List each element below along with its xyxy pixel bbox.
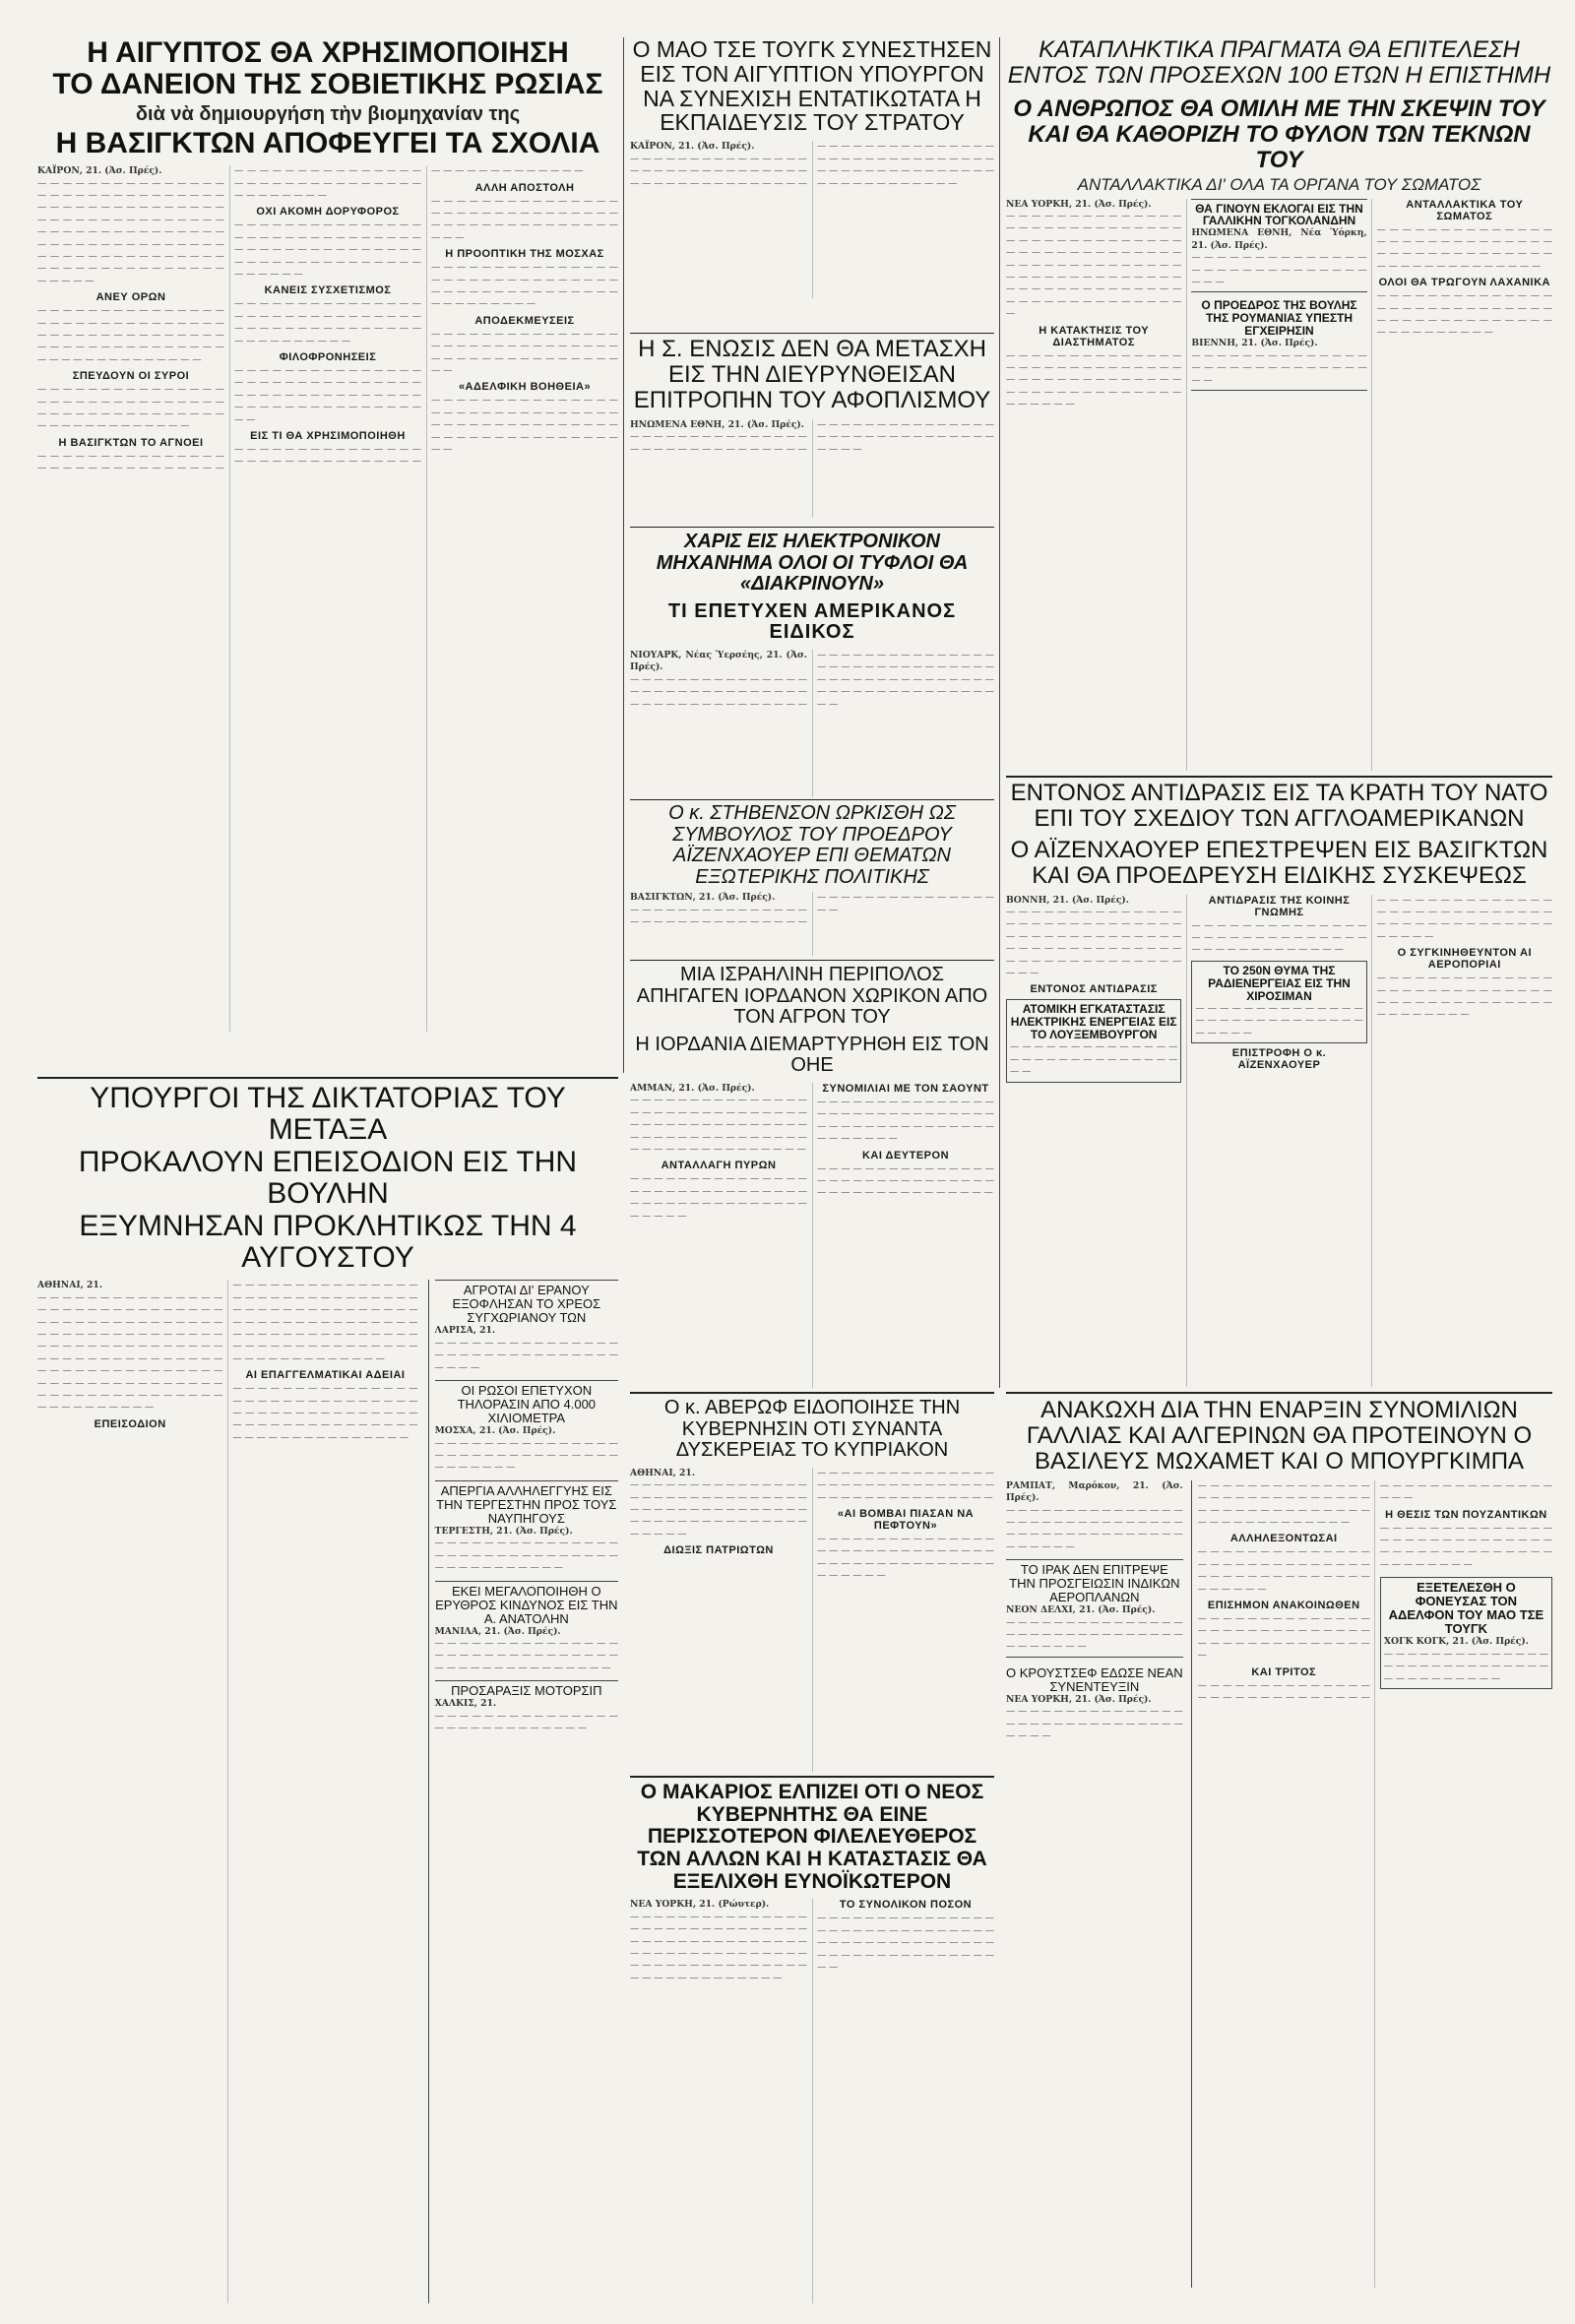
subhead: ΑΝΕΥ ΟΡΩΝ [95, 291, 166, 304]
body-text: — — — — — — — — — — — — — — — — — — — — — — — — — — — — — — [1191, 349, 1367, 386]
subhead: Η ΘΕΣΙΣ ΤΩΝ ΠΟΥΖΑΝΤΙΚΩΝ [1385, 1508, 1547, 1521]
dateline: ΜΑΝΙΛΑ, 21. (Ἀσ. Πρές). [434, 1625, 561, 1637]
headline: ΠΡΟΣΑΡΑΞΙΣ ΜΟΤΟΡΣΙΠ [451, 1683, 602, 1699]
headline: ΚΑΤΑΠΛΗΚΤΙΚΑ ΠΡΑΓΜΑΤΑ ΘΑ ΕΠΙΤΕΛΕΣΗ ΕΝΤΟΣ ΤΩΝ ΠΡΟΣΕΧΩΝ 100 ΕΤΩΝ Η ΕΠΙΣΤΗΜΗ [1007, 37, 1551, 89]
body-text: — — — — — — — — — — — — — — — — — — — — — — — — — — — — — — — — — — — — — [1006, 1616, 1183, 1653]
headline: Η ΑΙΓΥΠΤΟΣ ΘΑ ΧΡΗΣΙΜΟΠΟΙΗΣΗ [87, 37, 569, 69]
dateline: ΤΕΡΓΕΣΤΗ, 21. (Ἀσ. Πρές). [434, 1525, 573, 1537]
dateline: ΧΟΓΚ ΚΟΓΚ, 21. (Ἀσ. Πρές). [1383, 1636, 1529, 1648]
body-columns [630, 419, 994, 518]
subhead: ΤΟ ΣΥΝΟΛΙΚΟΝ ΠΟΣΟΝ [839, 1899, 973, 1912]
article-stevenson [630, 803, 994, 956]
headline: Η ΒΑΣΙΓΚΤΩΝ ΑΠΟΦΕΥΓΕΙ ΤΑ ΣΧΟΛΙΑ [55, 126, 600, 159]
headline: ΕΝΤΟΝΟΣ ΑΝΤΙΔΡΑΣΙΣ ΕΙΣ ΤΑ ΚΡΑΤΗ ΤΟΥ ΝΑΤΟ ΕΠΙ ΤΟΥ ΣΧΕΔΙΟΥ ΤΩΝ ΑΓΓΛΟΑΜΕΡΙΚΑΝΩΝ [1010, 781, 1548, 832]
body-text: — — — — — — — — — — — — — — — — — — — — — — — — — — — — — — — — — — — — — — — — — — — — — [817, 1467, 994, 1503]
article-metaxas [37, 1083, 618, 2303]
body-text: — — — — — — — — — — — — — — — — — — — — — — — — — — — — — — — — — — — — — — — — — — — — — — — — — — — — — — — — — — — — — — — — — [630, 1479, 807, 1539]
body-columns [630, 892, 994, 956]
brief-item [435, 1280, 618, 1374]
dateline: ΛΑΡΙΣΑ, 21. [434, 1325, 496, 1337]
body-text: — — — — — — — — — — — — — — — — — — — — — — — — — — — — — — — — — — — — — — — — — — — — — — — — — — [1379, 1522, 1552, 1570]
body-text: — — — — — — — — — — — — — — — — — — — — — — — — — — — — — — — [1191, 252, 1367, 288]
brief-item [435, 1581, 618, 1675]
divider [1006, 776, 1552, 778]
body-text: — — — — — — — — — — — — — — — — — — — — — — — — — — — — — — — — — — — — — — — — — — — — — — — — — — — — — — — [1197, 1479, 1370, 1528]
dateline: ΝΕΑ ΥΟΡΚΗ, 21. (Ἀσ. Πρές). [1006, 1693, 1152, 1705]
headline: ΧΑΡΙΣ ΕΙΣ ΗΛΕΚΤΡΟΝΙΚΟΝ ΜΗΧΑΝΗΜΑ ΟΛΟΙ ΟΙ ΤΥΦΛΟΙ ΘΑ «ΔΙΑΚΡΙΝΟΥΝ» [656, 532, 969, 596]
divider [630, 527, 994, 528]
body-columns [630, 1899, 994, 2303]
dateline: ΜΟΣΧΑ, 21. (Ἀσ. Πρές). [434, 1425, 556, 1437]
subhead: ΑΝΤΑΛΛΑΚΤΙΚΑ ΤΟΥ ΣΩΜΑΤΟΣ [1406, 198, 1524, 222]
body-text: — — — — — — — — — — — — — — — — — — — — — — — — — — — — — — [1010, 1041, 1178, 1078]
body-text: — — — — — — — — — — — — — — — — — — — — — — — — — — — — — — — — — — — — — — — — — — — — — — — — — — — — — — [431, 262, 618, 310]
body-text: — — — — — — — — — — — — — — — — — — — — — — — — — — — — — — — — — — — — — — — — — — — — — [1197, 1479, 1552, 1703]
body-text: — — — — — — — — — — — — — — — — — — — — — — — — — — — — — — — — — — — — — — — — — — — — — — — — — — — — — — — — — — — — — — — — — — — — — — — — — — — — — — — — — — — — — — — — — — — — — — — — — — — — — — — — — — — — — — — — — — — — — — — — — — — — — — — — — — — — — — — — — — — — — — — — — [37, 1291, 223, 1413]
dateline: ΑΘΗΝΑΙ, 21. [630, 1467, 696, 1478]
divider [630, 1776, 994, 1778]
headline: ΥΠΟΥΡΓΟΙ ΤΗΣ ΔΙΚΤΑΤΟΡΙΑΣ ΤΟΥ ΜΕΤΑΞΑ [90, 1083, 566, 1147]
bottom-right-layout [1006, 1480, 1552, 2288]
headline: Ο ΚΡΟΥΣΤΣΕΦ ΕΔΩΣΕ ΝΕΑΝ ΣΥΝΕΝΤΕΥΞΙΝ [1006, 1664, 1183, 1694]
subhead: ΚΑΙ ΤΡΙΤΟΣ [1251, 1665, 1317, 1678]
subhead: ΕΠΕΙΣΟΔΙΟΝ [94, 1417, 166, 1430]
body-text: — — — — — — — — — — — — — — — — — — — — — — — — — — — — — — — — — — — — — — — — — — — — — — — [630, 892, 994, 928]
subhead: ΑΛΛΗ ΑΠΟΣΤΟΛΗ [474, 181, 575, 194]
box-atomic [1006, 999, 1181, 1082]
body-columns [1191, 1480, 1552, 2288]
article-egypt-soviet-loan [37, 37, 618, 1073]
body-text: — — — — — — — — — — — — — — — — — — — — — — — — — — — — — — — — — — — — — — — — — [434, 1538, 618, 1574]
body-text: — — — — — — — — — — — — — — — — — — — — — — — — — — — — — — — — — — — — — — — — — — — — — — — — — — — — — — — — [1376, 223, 1552, 272]
column-rule [999, 37, 1000, 1388]
subhead: ΕΠΙΣΤΡΟΦΗ Ο κ. ΑΪΖΕΝΧΑΟΥΕΡ [1231, 1046, 1327, 1071]
dateline: ΝΕΟΝ ΔΕΛΧΙ, 21. (Ἀσ. Πρές). [1006, 1604, 1156, 1616]
body-text: — — — — — — — — — — — — — — — — — — — — — — — — — — — — — — — — — — — — — — — — — — — — — — — — — — — — — — — — — — — — — — [431, 395, 618, 456]
subhead: ΔΙΩΞΙΣ ΠΑΤΡΙΩΤΩΝ [663, 1544, 774, 1557]
subhead: ΑΠΟΔΕΚΜΕΥΣΕΙΣ [474, 314, 575, 327]
headline: ΑΤΟΜΙΚΗ ΕΓΚΑΤΑΣΤΑΣΙΣ ΗΛΕΚΤΡΙΚΗΣ ΕΝΕΡΓΕΙΑΣ ΕΙΣ ΤΟ ΛΟΥΞΕΜΒΟΥΡΓΟΝ [1010, 1002, 1177, 1042]
brief-item [435, 1480, 618, 1575]
dateline: ΝΕΑ ΥΟΡΚΗ, 21. (Ρώυτερ). [630, 1899, 770, 1911]
headline: Ο ΠΡΟΕΔΡΟΣ ΤΗΣ ΒΟΥΛΗΣ ΤΗΣ ΡΟΥΜΑΝΙΑΣ ΥΠΕΣΤΗ ΕΓΧΕΙΡΗΣΙΝ [1201, 298, 1357, 339]
body-text: — — — — — — — — — — — — — — — — — — — — — — — — — — — — — — — — — — — — — — — — — — — — — — — — — — — — — — — — — — — — — — — — — — [234, 220, 421, 281]
subhead: Η ΙΟΡΔΑΝΙΑ ΔΙΕΜΑΡΤΥΡΗΘΗ ΕΙΣ ΤΟΝ ΟΗΕ [635, 1033, 989, 1077]
deck: διὰ νὰ δημιουργήση τὴν βιομηχανίαν της [135, 102, 521, 125]
body-text: — — — — — — — — — — — — — — — — — — — — — — — — — — — — — — — — — — — — — — — — — — — — — — — — — — — — — — — — — — — — — — — — — — — — — — — — — — — — — — — — — — — — — — — — — — — — — — — — — — — — — — [630, 141, 994, 189]
divider [37, 1077, 618, 1079]
headline: Ο ΜΑΟ ΤΣΕ ΤΟΥΓΚ ΣΥΝΕΣΤΗΣΕΝ ΕΙΣ ΤΟΝ ΑΙΓΥΠΤΙΟΝ ΥΠΟΥΡΓΟΝ ΝΑ ΣΥΝΕΧΙΣΗ ΕΝΤΑΤΙΚΩΤΑΤΑ Η ΕΚΠΑΙΔΕΥΣΙΣ ΤΟΥ ΣΤΡΑΤΟΥ [632, 37, 992, 136]
article-blind-machine [630, 532, 994, 797]
subhead: ΑΝΤΑΛΛΑΓΗ ΠΥΡΩΝ [661, 1160, 777, 1172]
headline: ΤΟ 250Ν ΘΥΜΑ ΤΗΣ ΡΑΔΙΕΝΕΡΓΕΙΑΣ ΕΙΣ ΤΗΝ ΧΙΡΟΣΙΜΑΝ [1208, 963, 1351, 1003]
body-text: — — — — — — — — — — — — — — — — — — — — — — — — — — — — — — — — — — — — — — — — — — — — — — — — — — — — — — — — — — — — — — — — — — — — — — — — — [1006, 907, 1182, 979]
deck: ΑΝΤΑΛΛΑΚΤΙΚΑ ΔΙ' ΟΛΑ ΤΑ ΟΡΓΑΝΑ ΤΟΥ ΣΩΜΑΤΟΣ [1077, 174, 1481, 194]
body-text: — — — — — — — — — — — — — — — — — — — — — — — — — — — — — — — — — — — — — — — — — — — — — — — — — — — — — — — [234, 298, 421, 346]
brief-item [435, 1380, 618, 1475]
box-elections [1191, 199, 1366, 293]
body-text: — — — — — — — — — — — — — — — — — — — — — — — — — — — — — — — — — — — — — — — — — — — — — — — — — — — — — — — — — — — — — — — — — — — — — — — — — — — — — — — — — — — — — — — — — — — — — — — — — — — — — — — — — — — [630, 649, 994, 710]
body-text: — — — — — — — — — — — — — — — — — — — — — — — — — — — — — — — — — — — — — — — — — — — — — — — — [431, 195, 618, 243]
dateline: ΗΝΩΜΕΝΑ ΕΘΝΗ, 21. (Ἀσ. Πρές). [630, 418, 804, 430]
article-averof [630, 1398, 994, 1772]
body-text: — — — — — — — — — — — — — — — — — — — — — — — — — — — — — — — — — — — — — — — — — — — — — — — — — — — — — — — — — — — — — — [234, 365, 421, 425]
headline: ΟΙ ΡΩΣΟΙ ΕΠΕΤΥΧΟΝ ΤΗΛΟΡΑΣΙΝ ΑΠΟ 4.000 ΧΙΛΙΟΜΕΤΡΑ [457, 1383, 597, 1426]
subhead: Η ΒΑΣΙΓΚΤΩΝ ΤΟ ΑΓΝΟΕΙ [58, 436, 204, 449]
box-hiroshima [1191, 961, 1366, 1043]
box-iraq [1006, 1559, 1183, 1658]
body-text: — — — — — — — — — — — — — — — — — — — — — — — — — — — — — — — — — — — — — — — — — — — — — [817, 1162, 994, 1199]
body-text: — — — — — — — — — — — — — — — — — — — — — — — — — — — — — — — — — — — — — — — — — — — [234, 165, 584, 468]
side-column [1006, 1480, 1183, 2288]
bottom-left-layout [37, 1280, 618, 2303]
dateline: ΝΕΑ ΥΟΡΚΗ, 21. (Ἀσ. Πρές). [1006, 198, 1152, 210]
body-text: — — — — — — — — — — — — — — — — — — — — — — — — — — — — — — — — — — — — — — — — — — — — — — — — — — — — — — — — — — — — — — [817, 1913, 994, 1973]
body-text: — — — — — — — — — — — — — — — — — — — — — — — — — — — — — — — — — — — — — — — — — — — — — — — — — — — — — — — — — — — — — — — — — — — — [37, 165, 421, 474]
subhead: Ο ΣΥΓΚΙΝΗΘΕΥΝΤΟΝ ΑΙ ΑΕΡΟΠΟΡΙΑΙ [1397, 947, 1533, 972]
headline: Ο ΑΝΘΡΩΠΟΣ ΘΑ ΟΜΙΛΗ ΜΕ ΤΗΝ ΣΚΕΨΙΝ ΤΟΥ ΚΑΙ ΘΑ ΚΑΘΟΡΙΖΗ ΤΟ ΦΥΛΟΝ ΤΩΝ ΤΕΚΝΩΝ ΤΟΥ [1013, 94, 1545, 173]
dateline: ΑΘΗΝΑΙ, 21. [37, 1280, 103, 1291]
subhead: ΟΛΟΙ ΘΑ ΤΡΩΓΟΥΝ ΛΑΧΑΝΙΚΑ [1378, 277, 1550, 289]
headline: Ο κ. ΣΤΗΒΕΝΣΟΝ ΩΡΚΙΣΘΗ ΩΣ ΣΥΜΒΟΥΛΟΣ ΤΟΥ ΠΡΟΕΔΡΟΥ ΑΪΖΕΝΧΑΟΥΕΡ ΕΠΙ ΘΕΜΑΤΩΝ ΕΞΩΤΕΡΙΚΗΣ ΠΟΛΙΤΙΚΗΣ [668, 803, 956, 888]
subhead: ΕΙΣ ΤΙ ΘΑ ΧΡΗΣΙΜΟΠΟΙΗΘΗ [250, 430, 406, 443]
body-columns [630, 650, 994, 797]
dateline: ΧΑΛΚΙΣ, 21. [434, 1698, 497, 1710]
subhead: ΤΙ ΕΠΕΤΥΧΕΝ ΑΜΕΡΙΚΑΝΟΣ ΕΙΔΙΚΟΣ [667, 599, 957, 644]
headline: ΤΟ ΙΡΑΚ ΔΕΝ ΕΠΙΤΡΕΨΕ ΤΗΝ ΠΡΟΣΓΕΙΩΣΙΝ ΙΝΔΙΚΩΝ ΑΕΡΟΠΛΑΝΩΝ [1009, 1562, 1180, 1605]
body-text: — — — — — — — — — — — — — — — — — — — — — — — — — — — — — — — — — [1195, 1002, 1363, 1038]
body-text: — — — — — — — — — — — — — — — — — — — — — — — — — — — — — — — — — — — — — — — — — — — — — — — — — — — — — — — — — — — — — — — — — — — — — — — — — — — [630, 1095, 807, 1155]
subhead: ΚΑΝΕΙΣ ΣΥΣΧΕΤΙΣΜΟΣ [264, 284, 392, 297]
body-text: — — — — — — — — — — — — — — — — — — — — — — — — — — — — — — — — — — — — — — — — — — — — — — — — — — — — — — — — — — — — — — — — — — — — — — — — — — — — — — — — — — — — — — — — — — — — — — — — — — — — — — — — — — — — — — — — — [1006, 210, 1182, 320]
box-execution [1380, 1577, 1552, 1689]
dateline: ΝΙΟΥΑΡΚ, Νέας Ὑερσέης, 21. (Ἀσ. Πρές). [630, 649, 807, 673]
dateline: ΒΙΕΝΝΗ, 21. (Ἀσ. Πρές). [1191, 338, 1318, 349]
body-columns [37, 1280, 418, 2303]
divider [630, 799, 994, 800]
headline: ΠΡΟΚΑΛΟΥΝ ΕΠΕΙΣΟΔΙΟΝ ΕΙΣ ΤΗΝ ΒΟΥΛΗΝ [78, 1145, 578, 1211]
headline: ΑΝΑΚΩΧΗ ΔΙΑ ΤΗΝ ΕΝΑΡΞΙΝ ΣΥΝΟΜΙΛΙΩΝ ΓΑΛΛΙΑΣ ΚΑΙ ΑΛΓΕΡΙΝΩΝ ΘΑ ΠΡΟΤΕΙΝΟΥΝ Ο ΒΑΣΙΛΕΥΣ ΜΩΧΑΜΕΤ ΚΑΙ Ο ΜΠΟΥΡΓΚΙΜΠΑ [1026, 1398, 1533, 1475]
body-text: — — — — — — — — — — — — — — — — — — — — — — — — — — — — — — — — — — — — — — — — — — — — — [434, 1638, 618, 1673]
subhead: ΦΙΛΟΦΡΟΝΗΣΕΙΣ [279, 351, 377, 364]
box-romania [1191, 296, 1366, 390]
headline: ΕΞΥΜΝΗΣΑΝ ΠΡΟΚΛΗΤΙΚΩΣ ΤΗΝ 4 ΑΥΓΟΥΣΤΟΥ [79, 1209, 577, 1274]
divider [630, 1392, 994, 1394]
body-text: — — — — — — — — — — — — — — — — — — — — — — — — — — — — — — — — — — — — — — — — — — — — — — — — — — [630, 1173, 807, 1222]
headline: ΤΟ ΔΑΝΕΙΟΝ ΤΗΣ ΣΟΒΙΕΤΙΚΗΣ ΡΩΣΙΑΣ [52, 68, 603, 101]
headline: ΜΙΑ ΙΣΡΑΗΛΙΝΗ ΠΕΡΙΠΟΛΟΣ ΑΠΗΓΑΓΕΝ ΙΟΡΔΑΝΟΝ ΧΩΡΙΚΟΝ ΑΠΟ ΤΟΝ ΑΓΡΟΝ ΤΟΥ [636, 965, 988, 1029]
body-text: — — — — — — — — — — — — — — — — — — — — — — — — — — — — — — — — — — — — — — — — — — — — — — — — — — — — — — — — — — — — — — — — — — — — — — — — — — — — — — — — — — — — — — — — — — — — — — — — — — — — — — — — — — — — — — — — — — — — — — — — — — — — — [37, 177, 224, 286]
subhead: «ΑΙ ΒΟΜΒΑΙ ΠΙΑΣΑΝ ΝΑ ΠΕΦΤΟΥΝ» [837, 1508, 975, 1532]
body-text: — — — — — — — — — — — — — — — — — — — — — — — — — — — — — — — — — — — — — — — — — — — — — — — — — — [1376, 973, 1552, 1021]
subhead: Η ΠΡΟΟΠΤΙΚΗ ΤΗΣ ΜΟΣΧΑΣ [445, 248, 604, 261]
body-columns [630, 1083, 994, 1388]
body-text: — — — — — — — — — — — — — — — — — — — — — — — — — — — — — — — — — — — — — — — — — — — — — — — — — — — — — — — — — — — — — — — — — — — — — — — — — — — [232, 1383, 418, 1443]
article-makarios [630, 1782, 994, 2303]
body-text: — — — — — — — — — — — — — — — — — — — — — — — — — — — — — — — — — — — — — — [1383, 1648, 1548, 1684]
body-text: — — — — — — — — — — — — — — — — — — — — — — — — — — — — — — — — — — — — — — — — — — — — — — — — — — — [1006, 1504, 1183, 1552]
headline: Ο ΑΪΖΕΝΧΑΟΥΕΡ ΕΠΕΣΤΡΕΨΕΝ ΕΙΣ ΒΑΣΙΓΚΤΩΝ ΚΑΙ ΘΑ ΠΡΟΕΔΡΕΥΣΗ ΕΙΔΙΚΗΣ ΣΥΣΚΕΨΕΩΣ [1010, 836, 1548, 889]
body-text: — — — — — — — — — — — — — — — — — — — — — — — — — — — — — — — — — — — — — — — — — — — — — — — [431, 328, 618, 377]
divider [1006, 1392, 1552, 1394]
headline: ΘΑ ΓΙΝΟΥΝ ΕΚΛΟΓΑΙ ΕΙΣ ΤΗΝ ΓΑΛΛΙΚΗΝ ΤΟΓΚΟΛΑΝΔΗΝ [1195, 201, 1363, 228]
subhead: Η ΚΑΤΑΚΤΗΣΙΣ ΤΟΥ ΔΙΑΣΤΗΜΑΤΟΣ [1039, 324, 1150, 348]
subhead: ΣΥΝΟΜΙΛΙΑΙ ΜΕ ΤΟΝ ΣΑΟΥΝΤ [822, 1082, 989, 1095]
body-text: — — — — — — — — — — — — — — — — — — — — — — — — — — — — — — — — — — — — — — — — — — — — — — — — — — — — — — — — — — — — — — — — — — — — — — — — — — — — — — — — — — — — — — — — [630, 1911, 807, 1983]
article-israel-patrol [630, 965, 994, 1388]
subhead: ΑΙ ΕΠΑΓΓΕΛΜΑΤΙΚΑΙ ΑΔΕΙΑΙ [245, 1369, 406, 1382]
subhead: ΑΛΛΗΛΕΞΟΝΤΩΣΑΙ [1229, 1533, 1338, 1545]
headline: Η Σ. ΕΝΩΣΙΣ ΔΕΝ ΘΑ ΜΕΤΑΣΧΗ ΕΙΣ ΤΗΝ ΔΙΕΥΡΥΝΘΕΙΣΑΝ ΕΠΙΤΡΟΠΗΝ ΤΟΥ ΑΦΟΠΛΙΣΜΟΥ [633, 337, 991, 413]
article-mao-egypt [630, 37, 994, 333]
body-columns [630, 141, 994, 298]
briefs-column [428, 1280, 618, 2303]
article-science-future [1006, 37, 1552, 771]
body-text: — — — — — — — — — — — — — — — — — — — — — — — — — — — — — — — — — — — — — — — — — — — — — — — — — — — — — — — — — — — — — — — — [630, 418, 994, 455]
article-nato [1006, 781, 1552, 1388]
body-text: — — — — — — — — — — — — — — — — — — — — — — — — — — — — — — — — — — — — — — — — — — — — — — — — — — — — — — — — — — — — — — — — — — — — — — — — — — — — — — — — — — — — — — — — — — — — — — — — — — — — — — — [232, 1280, 418, 1364]
dateline: ΗΝΩΜΕΝΑ ΕΘΝΗ, Νέα Ὑόρκη, 21. (Ἀσ. Πρές). [1191, 227, 1367, 251]
dateline: ΒΟΝΝΗ, 21. (Ἀσ. Πρές). [1006, 894, 1129, 906]
dateline: ΚΑΪΡΟΝ, 21. (Ἀσ. Πρές). [630, 141, 755, 153]
body-text: — — — — — — — — — — — — — — — — — — — — — — — — — — — — — — — — — — — — — — — — — — — — — — — — — — — — — — — — — — — — — — — — — — — — — — — — — — [37, 305, 224, 365]
body-text: — — — — — — — — — — — — — — — — — — — — — — — — — — — — — — — — — — [1006, 1706, 1183, 1742]
body-text: — — — — — — — — — — — — — — — — — — — — — — — — — — — — — — — — — — — — — — — — — — — — — — — — — — — [817, 1534, 994, 1582]
box-krushchev [1006, 1664, 1183, 1746]
headline: ΕΚΕΙ ΜΕΓΑΛΟΠΟΙΗΘΗ Ο ΕΡΥΘΡΟΣ ΚΙΝΔΥΝΟΣ ΕΙΣ ΤΗΝ Α. ΑΝΑΤΟΛΗΝ [435, 1583, 618, 1626]
dateline: ΚΑΪΡΟΝ, 21. (Ἀσ. Πρές). [37, 165, 162, 177]
subhead: «ΑΔΕΛΦΙΚΗ ΒΟΗΘΕΙΑ» [458, 381, 592, 394]
body-columns [630, 1468, 994, 1772]
subhead: ΕΝΤΟΝΟΣ ΑΝΤΙΔΡΑΣΙΣ [1030, 983, 1158, 996]
body-text: — — — — — — — — — — — — — — — — — — — — — — — — — — — — — — — — — — [434, 1337, 618, 1373]
body-columns [37, 165, 618, 1032]
divider [630, 333, 994, 334]
body-text: — — — — — — — — — — — — — — — — — — — — — — — — — — — — — — — — — — — — — — — — — [1191, 919, 1367, 956]
body-text: — — — — — — — — — — — — — — — — — — — — — — — — — — — — — — — — — — — — — — — — — — — — — — — — — — — — [817, 1096, 994, 1145]
body-text: — — — — — — — — — — — — — — — — — — — — — — — — — — — — — — — — — — — — — — — — — — — — — — — — — — — — [1376, 290, 1552, 339]
column-rule [623, 37, 624, 1073]
headline: ΑΠΕΡΓΙΑ ΑΛΛΗΛΕΓΓΥΗΣ ΕΙΣ ΤΗΝ ΤΕΡΓΕΣΤΗΝ ΠΡΟΣ ΤΟΥΣ ΝΑΥΠΗΓΟΥΣ [436, 1482, 617, 1526]
headline: Ο κ. ΑΒΕΡΩΦ ΕΙΔΟΠΟΙΗΣΕ ΤΗΝ ΚΥΒΕΡΝΗΣΙΝ ΟΤΙ ΣΥΝΑΝΤΑ ΔΥΣΚΕΡΕΙΑΣ ΤΟ ΚΥΠΡΙΑΚΟΝ [663, 1398, 961, 1462]
body-text: — — — — — — — — — — — — — — — — — — — — — — — — — — — — — — — — — — — — — — — — — — — — — — — — [1197, 1546, 1370, 1595]
headline: Ο ΜΑΚΑΡΙΟΣ ΕΛΠΙΖΕΙ ΟΤΙ Ο ΝΕΟΣ ΚΥΒΕΡΝΗΤΗΣ ΘΑ ΕΙΝΕ ΠΕΡΙΣΣΟΤΕΡΟΝ ΦΙΛΕΛΕΥΘΕΡΟΣ ΤΩΝ ΑΛΛΩΝ ΚΑΙ Η ΚΑΤΑΣΤΑΣΙΣ ΘΑ ΕΞΕΛΙΧΘΗ ΕΥΝΟΪΚΩΤΕΡΟΝ [637, 1782, 987, 1893]
subhead: ΣΠΕΥΔΟΥΝ ΟΙ ΣΥΡΟΙ [72, 370, 190, 383]
body-text: — — — — — — — — — — — — — — — — — — — — — — — — — — — — [434, 1710, 618, 1734]
body-text: — — — — — — — — — — — — — — — — — — — — — — — — — — — — — — — — — — — — — — — — — — — — — — — — — — — — — — — — — — — — — — [1006, 349, 1182, 410]
body-columns [1006, 895, 1552, 1387]
article-soviet-disarmament [630, 337, 994, 524]
body-text: — — — — — — — — — — — — — — — — — — — — — — — — — — — — — — — — — — — — — — — — — — — [1197, 1612, 1370, 1662]
divider [630, 960, 994, 961]
article-morocco [1006, 1398, 1552, 2303]
body-text: — — — — — — — — — — — — — — — — — — — — — — — — — — — — — — — — — — — — — — — — — — — — — — — [1376, 894, 1552, 942]
dateline: ΑΜΜΑΝ, 21. (Ἀσ. Πρές). [630, 1082, 755, 1094]
subhead: ΟΧΙ ΑΚΟΜΗ ΔΟΡΥΦΟΡΟΣ [256, 206, 400, 219]
subhead: ΑΝΤΙΔΡΑΣΙΣ ΤΗΣ ΚΟΙΝΗΣ ΓΝΩΜΗΣ [1208, 894, 1351, 918]
subhead: ΚΑΙ ΔΕΥΤΕΡΟΝ [861, 1149, 950, 1162]
dateline: ΡΑΜΠΑΤ, Μαρόκον, 21. (Ἀσ. Πρές). [1006, 1479, 1183, 1504]
brief-item [435, 1680, 618, 1734]
body-columns [1006, 199, 1552, 771]
body-text: — — — — — — — — — — — — — — — — — — — — — — — — — — — — — — — — — — — — — [434, 1437, 618, 1474]
headline: ΑΓΡΟΤΑΙ ΔΙ' ΕΡΑΝΟΥ ΕΞΟΦΛΗΣΑΝ ΤΟ ΧΡΕΟΣ ΣΥΓΧΩΡΙΑΝΟΥ ΤΩΝ [452, 1283, 601, 1326]
dateline: ΒΑΣΙΓΚΤΩΝ, 21. (Ἀσ. Πρές). [630, 892, 776, 904]
body-text: — — — — — — — — — — — — — — — — — — — — — — — — — — — — — — — — — — — — — — — — — — — — — — — — — — — — — — — — — — [37, 384, 224, 432]
headline: ΕΞΕΤΕΛΕΣΘΗ Ο ΦΟΝΕΥΣΑΣ ΤΟΝ ΑΔΕΛΦΟΝ ΤΟΥ ΜΑΟ ΤΣΕ ΤΟΥΓΚ [1388, 1580, 1544, 1637]
subhead: ΕΠΙΣΗΜΟΝ ΑΝΑΚΟΙΝΩΘΕΝ [1207, 1599, 1360, 1611]
